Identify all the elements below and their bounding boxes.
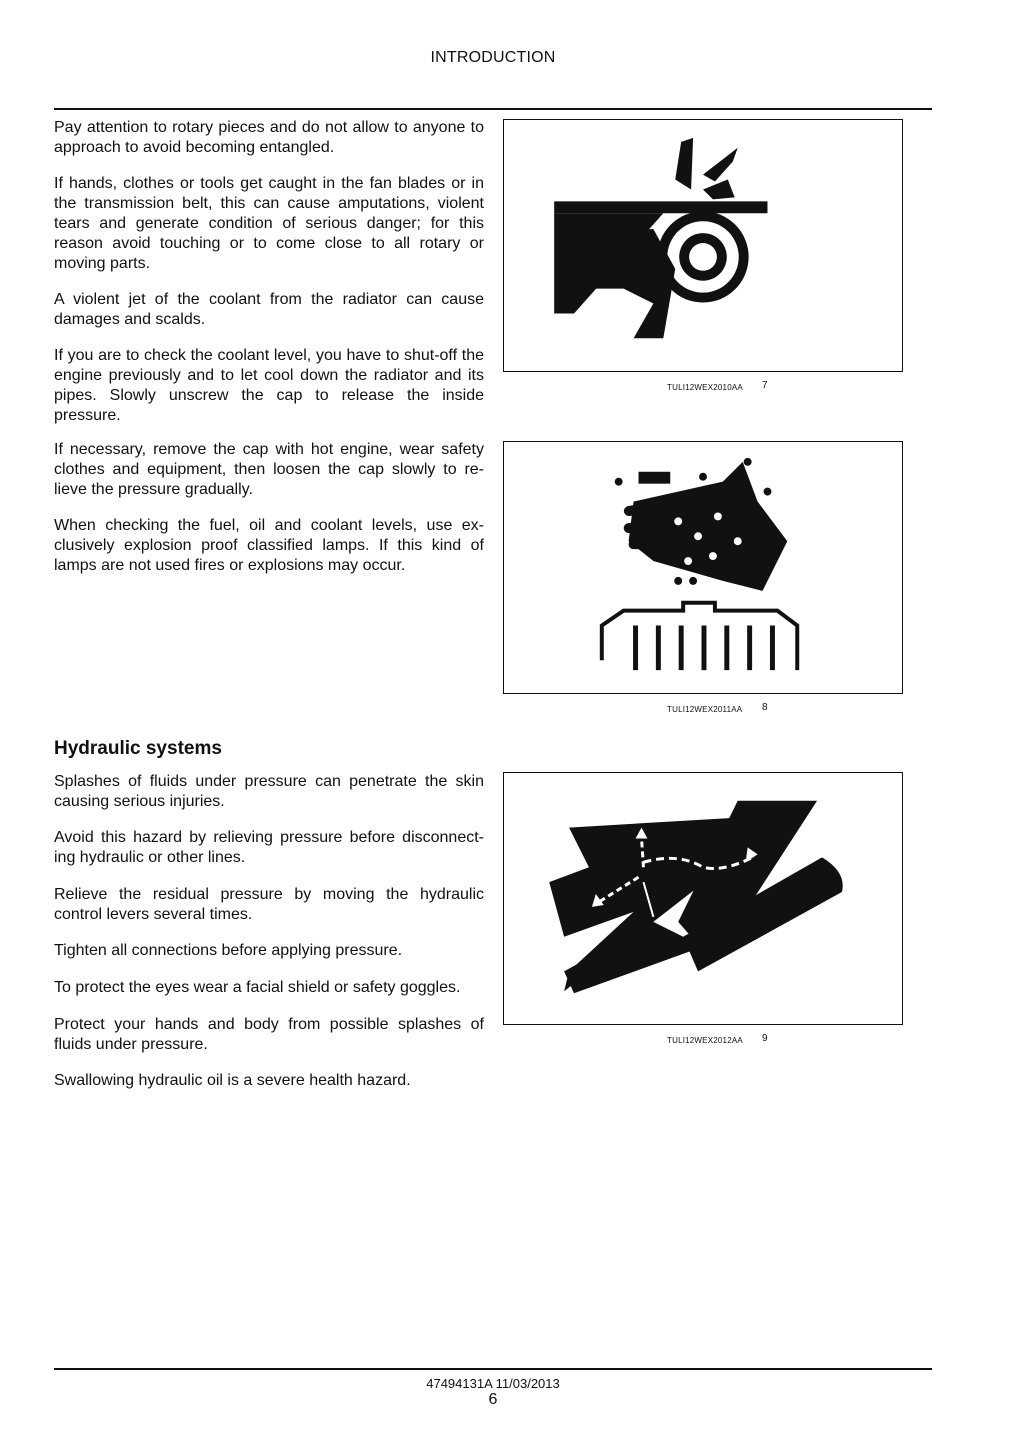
paragraph-splashes: Splashes of fluids under pressure can penetrate the skin causing serious injuries. — [54, 773, 484, 810]
paragraph-relieve-pressure: Relieve the residual pressure by moving the hydraulic control levers several times. — [54, 886, 484, 923]
figure-9-number: 9 — [762, 1033, 768, 1044]
paragraph-tighten-connections: Tighten all connections before applying pressure. — [54, 942, 403, 959]
figure-8-number: 8 — [762, 702, 768, 713]
footer-doc-code: 47494131A 11/03/2013 — [426, 1376, 560, 1391]
paragraph-explosion-proof-lamps: When checking the fuel, oil and coolant levels, use ex-clusively explosion proof classified lamps. If this kind of lamps are not used fires or explosions may occur. — [54, 517, 484, 574]
figure-9-frame — [503, 772, 903, 1025]
figure-8-code: TULI12WEX2011AA — [667, 705, 743, 714]
paragraph-protect-hands: Protect your hands and body from possible splashes of fluids under pressure. — [54, 1016, 484, 1053]
hot-coolant-spray-icon — [504, 442, 902, 693]
header-rule — [54, 108, 932, 110]
figure-7-number: 7 — [762, 380, 768, 391]
footer-rule — [54, 1368, 932, 1370]
paragraph-protect-eyes: To protect the eyes wear a facial shield or safety goggles. — [54, 979, 461, 996]
paragraph-coolant-jet: A violent jet of the coolant from the radiator can cause damages and scalds. — [54, 291, 484, 328]
paragraph-avoid-hazard: Avoid this hazard by relieving pressure before disconnect-ing hydraulic or other lines. — [54, 829, 484, 866]
figure-7-code: TULI12WEX2010AA — [667, 383, 743, 392]
paragraph-swallowing-oil: Swallowing hydraulic oil is a severe health hazard. — [54, 1072, 411, 1089]
paragraph-rotary-pieces: Pay attention to rotary pieces and do not allow to anyone to approach to avoid becoming entangled. — [54, 119, 484, 156]
page-number: 6 — [488, 1391, 498, 1408]
paragraph-check-coolant: If you are to check the coolant level, you have to shut-off the engine previously and to let cool down the radiator and its pipes. Slowly unscrew the cap to release the inside pressure. — [54, 347, 484, 424]
figure-7-frame — [503, 119, 903, 372]
high-pressure-fluid-injection-icon — [504, 773, 902, 1024]
figure-9-code: TULI12WEX2012AA — [667, 1036, 743, 1045]
paragraph-remove-cap: If necessary, remove the cap with hot engine, wear safety clothes and equipment, then loosen the cap slowly to re-lieve the pressure gradually. — [54, 441, 484, 498]
running-header: INTRODUCTION — [430, 49, 556, 66]
figure-8-frame — [503, 441, 903, 694]
paragraph-fan-blades: If hands, clothes or tools get caught in the fan blades or in the transmission belt, this can cause amputations, violent tears and generate condition of serious danger; for this reason avoid touching or to come close to all rotary or moving parts. — [54, 175, 484, 272]
section-heading-hydraulic: Hydraulic systems — [54, 738, 222, 759]
rotating-parts-entanglement-icon — [504, 120, 902, 371]
